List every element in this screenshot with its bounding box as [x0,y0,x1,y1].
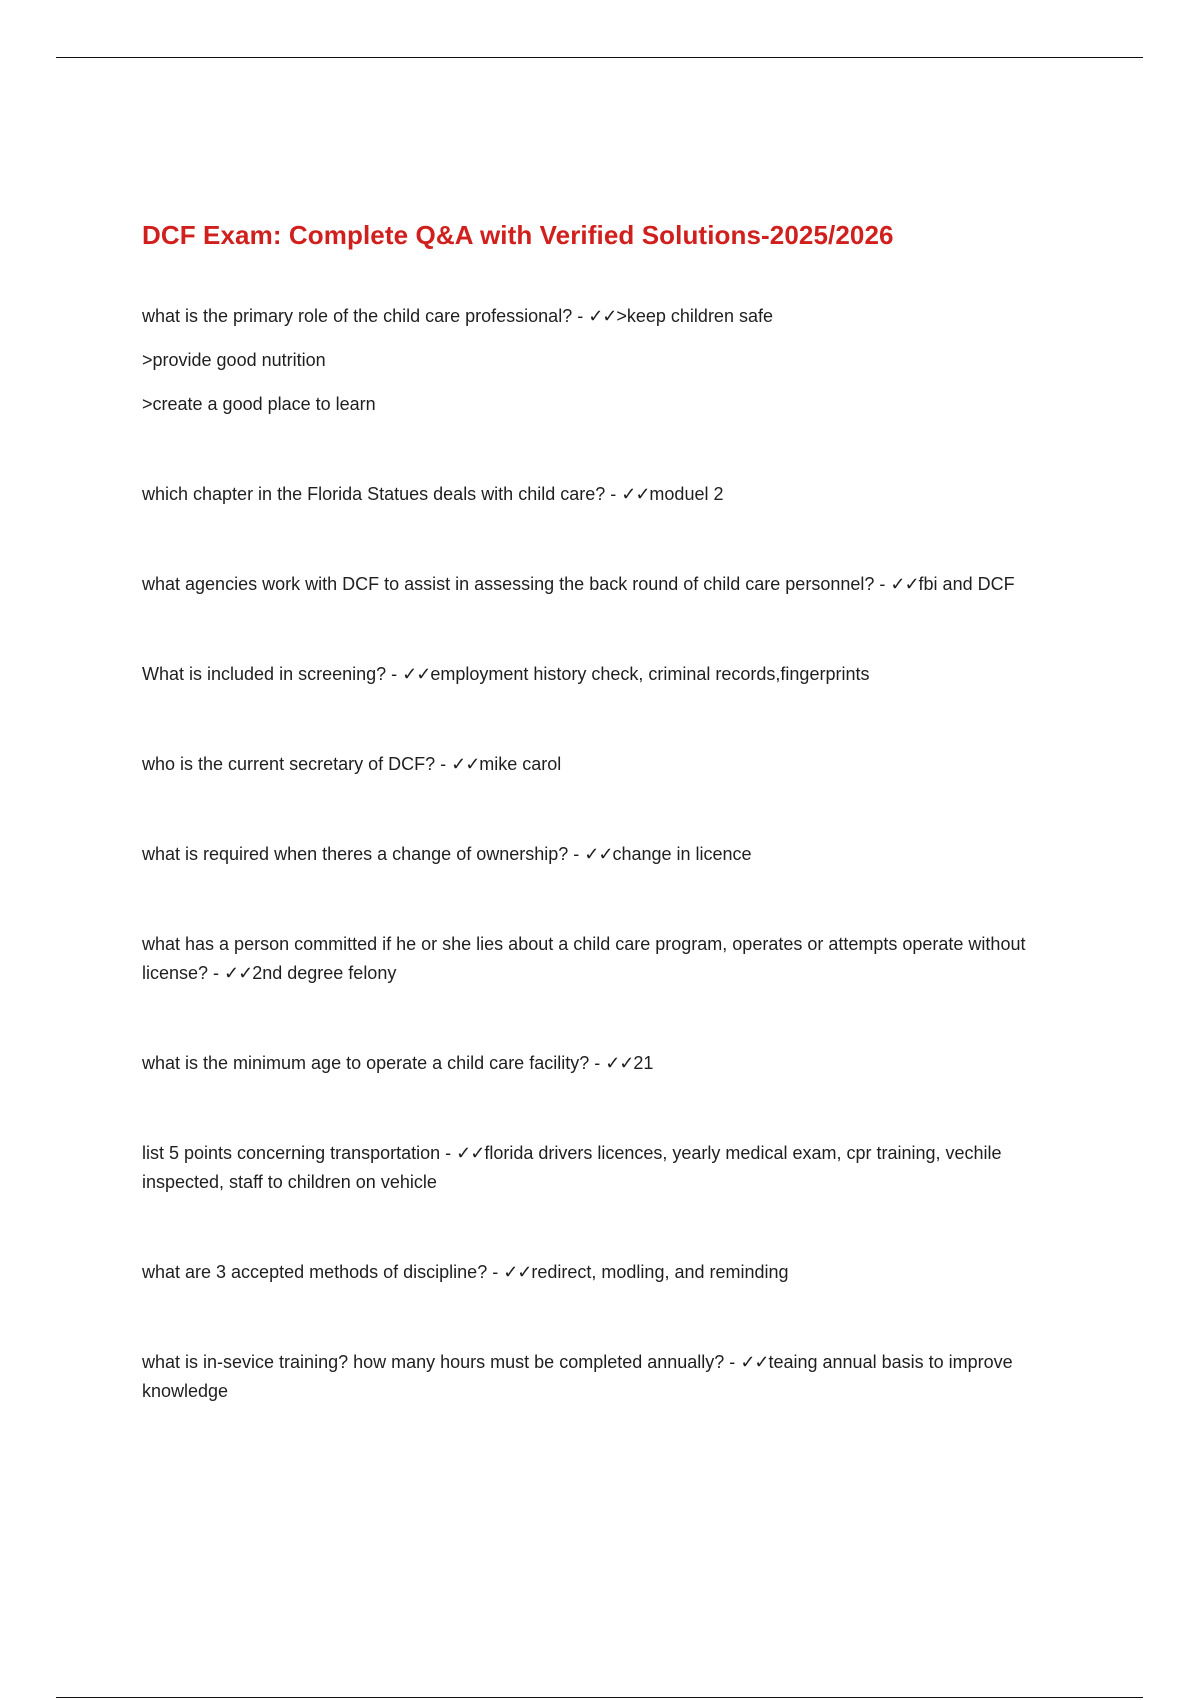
answer-text: moduel 2 [649,484,724,504]
check-mark-icon: ✓✓ [456,1143,485,1163]
answer-text: redirect, modling, and reminding [531,1262,789,1282]
document-title: DCF Exam: Complete Q&A with Verified Solutions-2025/2026 [142,220,894,250]
qa-item [142,660,1072,689]
answer-text: employment history check, criminal records,fingerprints [430,664,870,684]
check-mark-icon: ✓✓ [605,1053,634,1073]
document-body [142,218,1072,1406]
question-text: what are 3 accepted methods of discipline? - [142,1262,504,1282]
answer-text: mike carol [479,754,562,774]
qa-item [142,480,1072,509]
check-mark-icon: ✓✓ [588,306,617,326]
question-text: What is included in screening? - [142,664,403,684]
qa-item [142,840,1072,869]
question-text: what agencies work with DCF to assist in assessing the back round of child care personnel? - [142,574,891,594]
qa-item [142,1258,1072,1287]
check-mark-icon: ✓✓ [621,484,650,504]
answer-extra-line: >create a good place to learn [142,394,376,414]
question-text: which chapter in the Florida Statues deals with child care? - [142,484,622,504]
check-mark-icon: ✓✓ [584,844,613,864]
check-mark-icon: ✓✓ [503,1262,532,1282]
qa-list [142,302,1072,1406]
question-text: what is the primary role of the child care professional? - [142,306,589,326]
qa-item [142,302,1072,419]
answer-text: 2nd degree felony [252,963,397,983]
question-text: who is the current secretary of DCF? - [142,754,452,774]
question-text: what is required when theres a change of ownership? - [142,844,585,864]
question-text: what is in-sevice training? how many hours must be completed annually? - [142,1352,741,1372]
header-rule [56,57,1143,58]
qa-item [142,930,1072,988]
check-mark-icon: ✓✓ [890,574,919,594]
qa-item [142,1348,1072,1406]
answer-extra-line: >provide good nutrition [142,350,326,370]
answer-text: change in licence [612,844,752,864]
check-mark-icon: ✓✓ [224,963,253,983]
qa-item [142,570,1072,599]
check-mark-icon: ✓✓ [451,754,480,774]
qa-line [142,302,1072,331]
answer-text: teaing annual basis to improve knowledge [142,1352,1013,1401]
qa-item [142,1049,1072,1078]
qa-item [142,1139,1072,1197]
answer-text: >keep children safe [616,306,773,326]
question-text: what has a person committed if he or she lies about a child care program, operates or attempts operate without license? - [142,934,1026,983]
question-text: what is the minimum age to operate a child care facility? - [142,1053,606,1073]
answer-text: 21 [633,1053,654,1073]
footer-rule [56,1697,1143,1698]
check-mark-icon: ✓✓ [402,664,431,684]
qa-item [142,750,1072,779]
question-text: list 5 points concerning transportation - [142,1143,457,1163]
answer-text: florida drivers licences, yearly medical exam, cpr training, vechile inspected, staff to children on vehicle [142,1143,1002,1192]
answer-text: fbi and DCF [918,574,1015,594]
check-mark-icon: ✓✓ [740,1352,769,1372]
